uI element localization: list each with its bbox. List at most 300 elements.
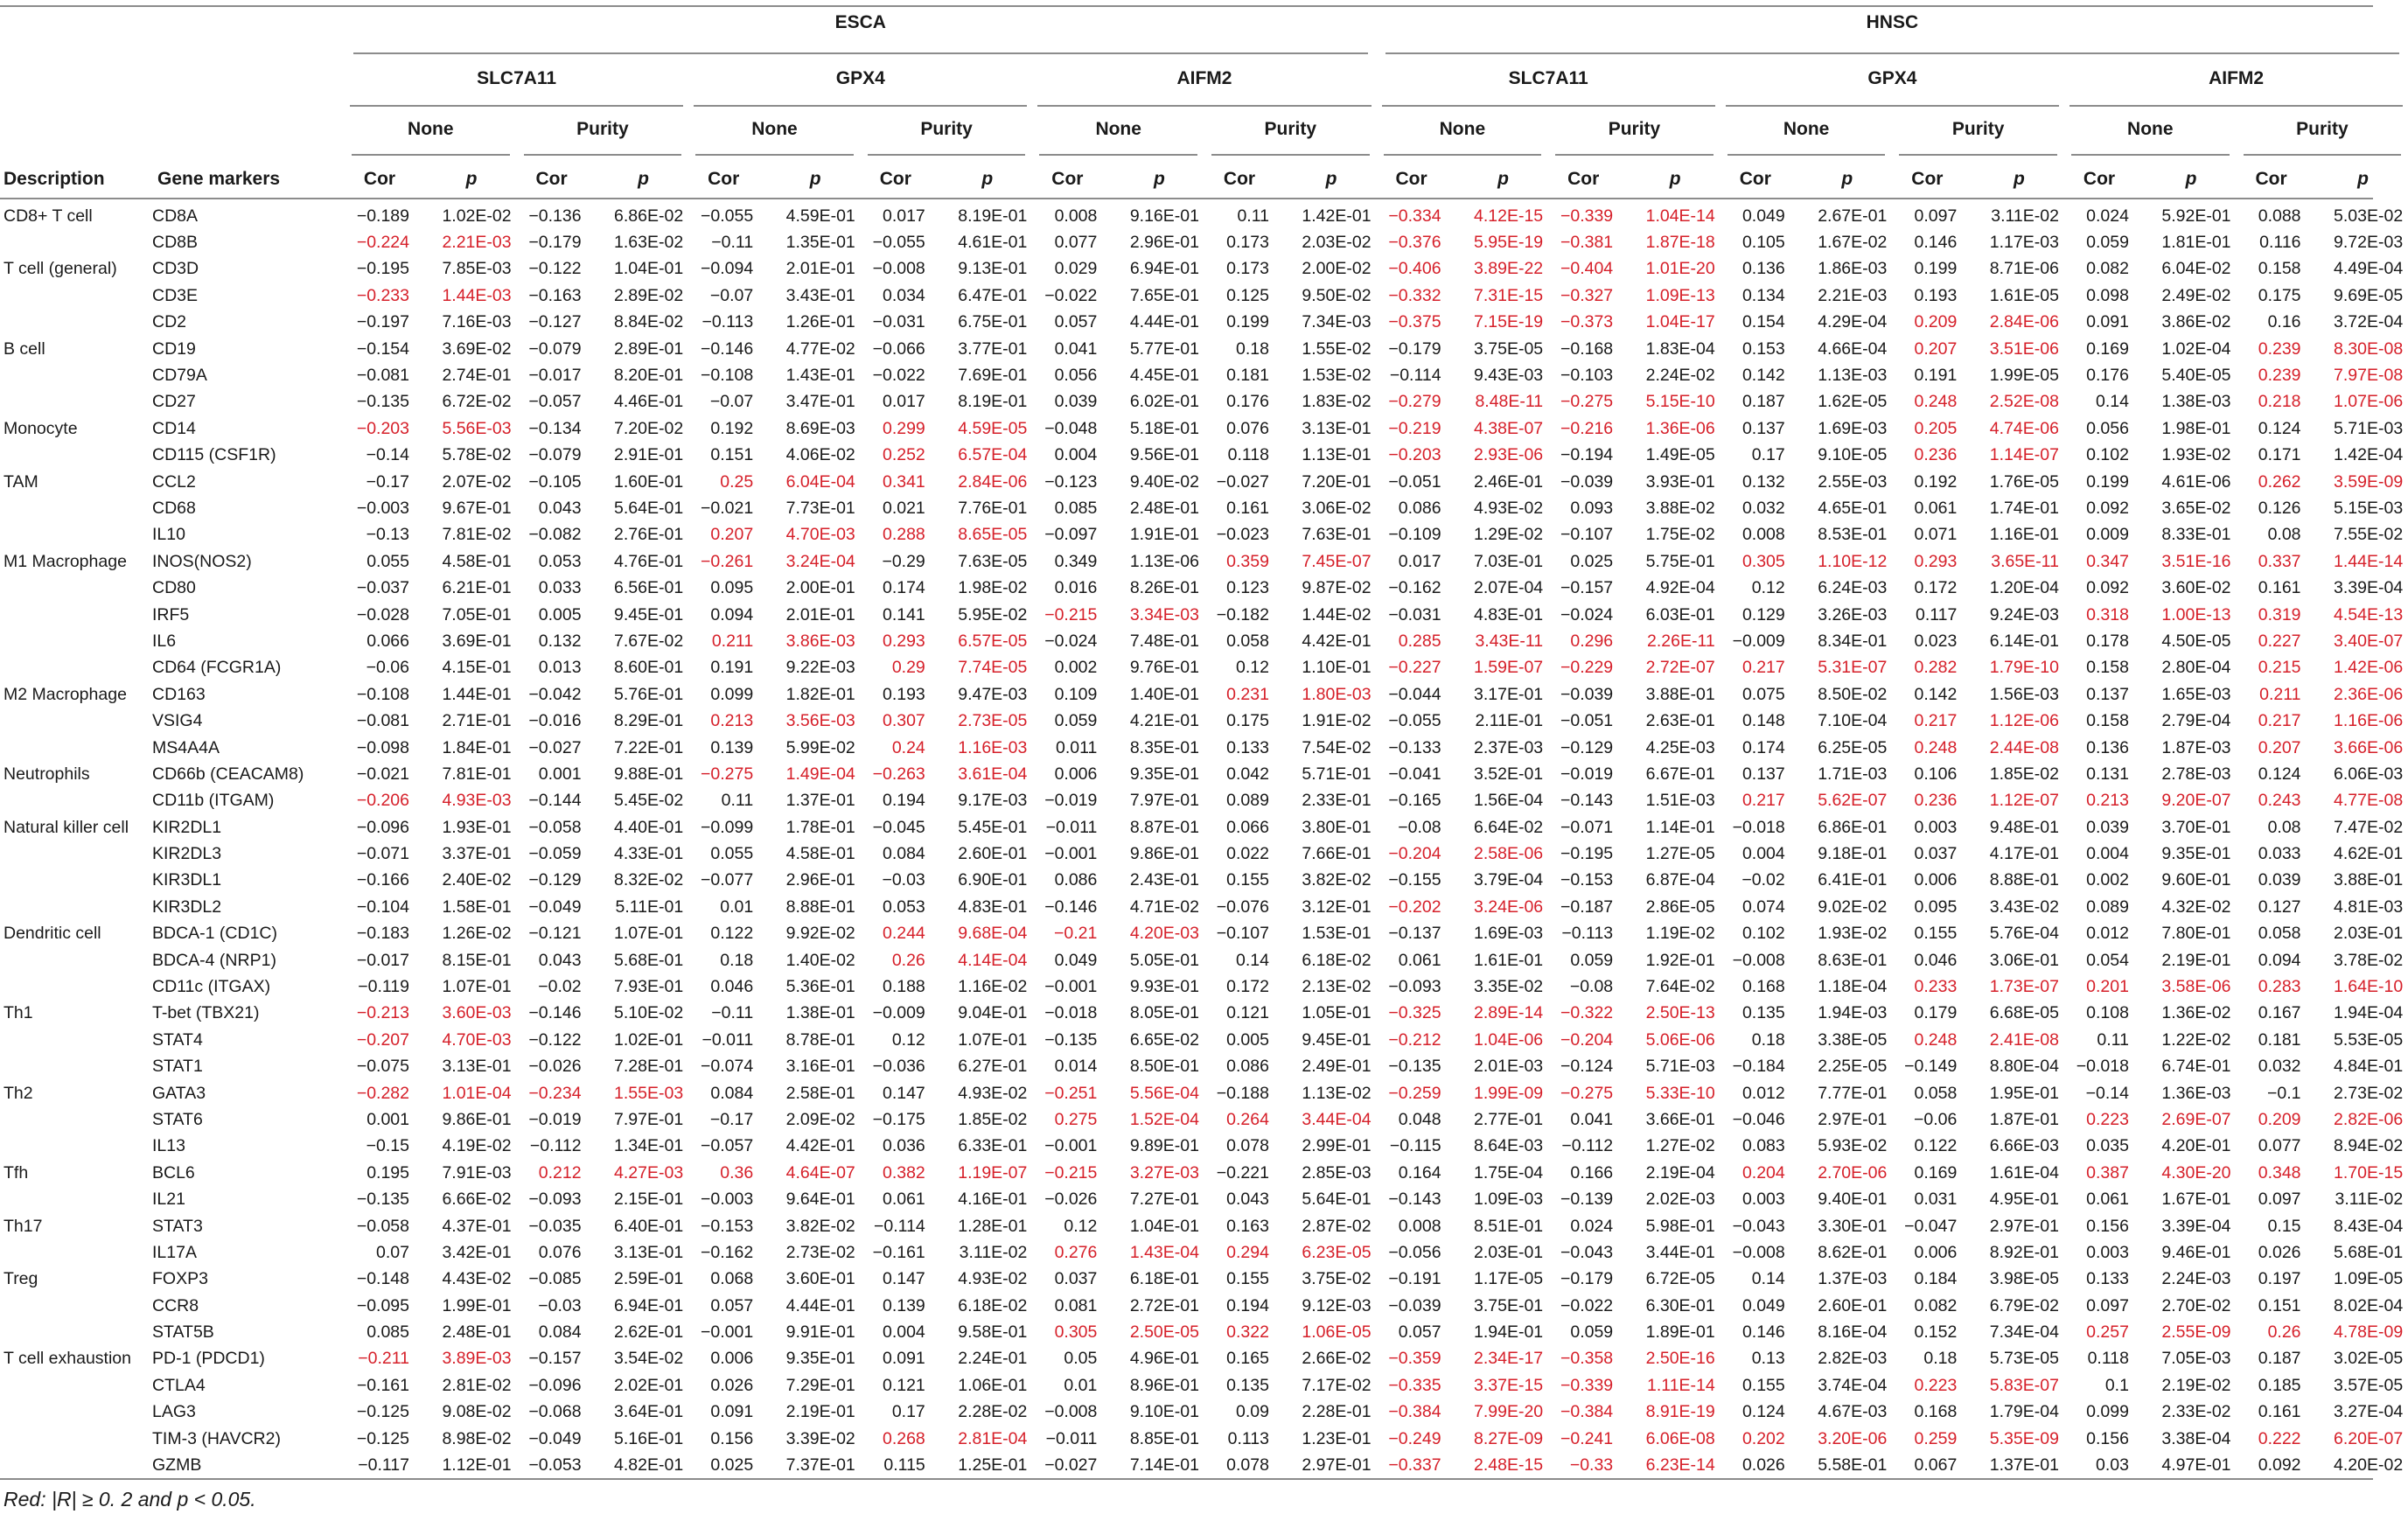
cell-cor: −0.112 [1561,1136,1614,1156]
cell-p-value: 3.75E-05 [1474,338,1544,359]
cell-cor: −0.081 [356,366,409,386]
cell-p-value: 3.12E-01 [1302,897,1372,917]
cell-p-value: 1.94E-01 [1474,1322,1544,1343]
cell-cor: 0.124 [1741,1402,1785,1422]
cell-cor: −0.337 [1388,1455,1441,1476]
cell-cor: 0.068 [710,1269,754,1289]
cell-p-value: 1.12E-06 [1989,711,2059,731]
cell-p-value: 2.44E-08 [1989,737,2059,757]
cell-cor: −0.127 [528,312,582,332]
cell-p-value: 9.10E-01 [1129,1402,1199,1422]
cell-p-value: 6.64E-02 [1474,817,1544,837]
cell-p-value: 9.35E-01 [785,1349,855,1369]
cell-p-value: 4.43E-02 [442,1269,512,1289]
cell-cor: −0.29 [882,551,925,571]
cell-p-value: 5.99E-02 [785,737,855,757]
cell-cor: 0.1 [2104,1375,2129,1395]
cell-cor: −0.154 [356,338,409,359]
cell-p-value: 2.81E-02 [442,1375,512,1395]
cell-cor: 0.078 [1226,1455,1269,1476]
cell-p-value: 3.38E-05 [1818,1029,1888,1050]
cell-cor: 0.199 [1226,312,1269,332]
cell-p-value: 8.60E-01 [614,658,684,678]
cell-cor: −0.157 [1560,578,1614,598]
cell-p-value: 1.37E-01 [1989,1455,2059,1476]
cell-description [0,1054,150,1080]
cell-p-value: 4.93E-02 [1474,498,1544,518]
cell-p-value: 1.61E-04 [1989,1162,2059,1183]
cell-p-value: 3.27E-03 [1129,1162,1199,1183]
table-row [0,1372,2408,1399]
cell-p-value: 3.47E-01 [785,392,855,412]
cell-p-value: 3.51E-16 [2161,551,2231,571]
cell-p-value: 1.99E-09 [1474,1083,1544,1103]
cell-gene-marker: CD68 [152,498,196,518]
cell-cor: 0.163 [1226,1216,1269,1236]
cell-p-value: 7.97E-01 [614,1109,684,1129]
cell-cor: 0.092 [2086,498,2129,518]
cell-p-value: 1.75E-02 [1645,525,1715,545]
cell-p-value: 1.27E-05 [1645,844,1715,864]
cell-cor: −0.044 [1388,684,1441,704]
cell-cor: −0.097 [1044,525,1098,545]
cell-cor: 0.207 [710,525,754,545]
cell-cor: −0.135 [1044,1029,1098,1050]
cell-description [0,735,150,761]
cell-p-value: 1.36E-06 [1645,418,1715,438]
cell-cor: −0.024 [1560,604,1614,624]
table-row [0,708,2408,734]
cell-cor: 0.017 [1398,551,1441,571]
cell-cor: 0.116 [2259,233,2301,253]
cell-p-value: 7.28E-01 [614,1057,684,1077]
cell-p-value: 7.45E-07 [1302,551,1372,571]
p-column-header: p [2185,169,2197,189]
cell-p-value: 2.02E-01 [614,1375,684,1395]
cell-p-value: 1.05E-01 [1302,1003,1372,1023]
cell-p-value: 5.68E-01 [614,950,684,970]
cell-cor: −0.026 [528,1057,582,1077]
cell-gene-marker: STAT4 [152,1029,203,1050]
cell-cor: −0.129 [528,870,582,890]
cell-p-value: 3.69E-02 [442,338,512,359]
cell-cor: −0.162 [701,1242,754,1262]
cell-cor: 0.176 [1226,392,1269,412]
cell-p-value: 7.85E-03 [442,259,512,279]
cell-cor: 0.105 [1741,233,1785,253]
cell-cor: −0.008 [1044,1402,1098,1422]
cell-p-value: 1.16E-02 [958,977,1028,997]
cell-description [0,495,150,521]
cancer-underline [1385,52,2400,54]
cell-p-value: 1.73E-07 [1989,977,2059,997]
gene-underline [1037,105,1371,107]
cell-cor: 0.209 [2258,1109,2301,1129]
cell-p-value: 1.92E-01 [1645,950,1715,970]
cell-cor: −0.241 [1560,1428,1614,1448]
cell-cor: 0.207 [2258,737,2301,757]
cell-cor: −0.202 [1388,897,1441,917]
cell-p-value: 3.77E-01 [958,338,1028,359]
cell-p-value: 4.38E-07 [1474,418,1544,438]
cell-description [0,947,150,973]
cell-p-value: 1.14E-07 [1989,445,2059,465]
cell-cor: 0.046 [1914,950,1958,970]
cell-cor: −0.153 [701,1216,754,1236]
cell-p-value: 2.49E-02 [2161,285,2231,305]
cell-description [0,443,150,469]
table-row [0,548,2408,575]
cell-p-value: 5.58E-01 [1818,1455,1888,1476]
cell-p-value: 3.02E-05 [2334,1349,2404,1369]
cell-cor: 0.121 [882,1375,925,1395]
cell-cor: 0.199 [1914,259,1958,279]
cell-cor: 0.003 [1741,1190,1785,1210]
cell-cor: 0.176 [2086,366,2129,386]
cell-cor: −0.066 [872,338,925,359]
cell-p-value: 1.07E-01 [442,977,512,997]
cell-p-value: 4.95E-01 [1989,1190,2059,1210]
cell-p-value: 3.82E-02 [1302,870,1372,890]
cell-gene-marker: IL6 [152,631,177,651]
cell-p-value: 1.85E-02 [958,1109,1028,1129]
cell-p-value: 8.63E-01 [1818,950,1888,970]
cell-cor: −0.212 [1388,1029,1441,1050]
cell-p-value: 1.04E-14 [1645,206,1715,226]
cell-p-value: 5.31E-07 [1818,658,1888,678]
cell-cor: 0.11 [2097,1029,2129,1050]
cell-p-value: 4.61E-06 [2161,471,2231,492]
cell-p-value: 5.95E-19 [1474,233,1544,253]
cell-p-value: 1.43E-04 [1129,1242,1199,1262]
cell-p-value: 4.81E-03 [2334,897,2404,917]
cell-description [0,655,150,681]
cell-gene-marker: KIR2DL1 [152,817,222,837]
cell-description: T cell exhaustion [3,1349,131,1369]
cell-cor: −0.008 [1732,1242,1785,1262]
cell-p-value: 3.20E-06 [1818,1428,1888,1448]
cell-cor: −0.179 [1560,1269,1614,1289]
cell-p-value: 3.37E-01 [442,844,512,864]
cell-cor: 0.006 [1054,764,1098,784]
table-row [0,1027,2408,1053]
cell-p-value: 1.07E-06 [2334,392,2404,412]
cell-p-value: 1.26E-01 [785,312,855,332]
cell-p-value: 6.06E-08 [1645,1428,1715,1448]
cell-p-value: 5.76E-01 [614,684,684,704]
cell-description [0,1106,150,1133]
cell-cor: 0.305 [1741,551,1785,571]
cell-p-value: 7.27E-01 [1129,1190,1199,1210]
cell-gene-marker: BCL6 [152,1162,195,1183]
table-row [0,681,2408,708]
cell-cor: 0.066 [366,631,409,651]
cell-p-value: 1.09E-05 [2334,1269,2404,1289]
cell-p-value: 6.72E-02 [442,392,512,412]
cell-p-value: 1.18E-04 [1818,977,1888,997]
cell-cor: 0.151 [2258,1295,2301,1315]
cell-p-value: 3.59E-09 [2334,471,2404,492]
cell-p-value: 7.67E-02 [614,631,684,651]
cell-p-value: 2.60E-01 [1818,1295,1888,1315]
cell-gene-marker: T-bet (TBX21) [152,1003,260,1023]
cell-gene-marker: KIR3DL1 [152,870,222,890]
cell-p-value: 8.71E-06 [1989,259,2059,279]
cell-p-value: 2.97E-01 [1989,1216,2059,1236]
cell-cor: 0.239 [2258,366,2301,386]
cell-cor: 0.191 [710,658,754,678]
adjustment-header: Purity [1951,119,2005,139]
cell-cor: 0.106 [1914,764,1958,784]
cell-cor: 0.165 [1226,1349,1269,1369]
cell-p-value: 3.40E-07 [2334,631,2404,651]
cell-cor: −0.216 [1560,418,1614,438]
cell-cor: −0.018 [2076,1057,2129,1077]
cell-p-value: 4.82E-01 [614,1455,684,1476]
cell-p-value: 7.97E-01 [1129,791,1199,811]
cell-cor: 0.097 [1914,206,1958,226]
cell-cor: −0.03 [882,870,925,890]
cell-p-value: 1.49E-05 [1645,445,1715,465]
cell-p-value: 3.38E-04 [2161,1428,2231,1448]
cell-p-value: 2.33E-02 [2161,1402,2231,1422]
cell-p-value: 2.37E-03 [1474,737,1544,757]
cell-cor: 0.061 [2086,1190,2129,1210]
cell-gene-marker: GATA3 [152,1083,206,1103]
cell-cor: −0.108 [356,684,409,704]
cell-p-value: 5.56E-04 [1129,1083,1199,1103]
cell-p-value: 4.17E-01 [1989,844,2059,864]
cell-p-value: 5.83E-07 [1989,1375,2059,1395]
cell-p-value: 1.02E-04 [2161,338,2231,359]
adjustment-header: Purity [1264,119,1317,139]
cell-cor: −0.146 [528,1003,582,1023]
cell-p-value: 4.70E-03 [442,1029,512,1050]
cell-gene-marker: GZMB [152,1455,202,1476]
cell-p-value: 9.56E-01 [1129,445,1199,465]
cell-p-value: 4.62E-01 [2334,844,2404,864]
cell-cor: 0.109 [1054,684,1098,704]
cell-cor: 0.341 [882,471,925,492]
cell-p-value: 1.06E-05 [1302,1322,1372,1343]
cell-p-value: 6.67E-01 [1645,764,1715,784]
cell-cor: 0.036 [882,1136,925,1156]
cell-cor: −0.039 [1388,1295,1441,1315]
cell-p-value: 5.64E-01 [1302,1190,1372,1210]
cell-p-value: 3.58E-06 [2161,977,2231,997]
cell-p-value: 1.76E-05 [1989,471,2059,492]
cell-cor: 0.059 [1570,950,1614,970]
cell-cor: 0.169 [1914,1162,1958,1183]
cell-p-value: 8.50E-01 [1129,1057,1199,1077]
adjustment-underline [352,154,510,156]
cell-cor: −0.282 [356,1083,409,1103]
cell-p-value: 2.66E-02 [1302,1349,1372,1369]
p-column-header: p [1325,169,1337,189]
cell-cor: 0.003 [1914,817,1958,837]
cell-cor: −0.203 [356,418,409,438]
cell-p-value: 2.73E-02 [785,1242,855,1262]
adjustment-underline [1899,154,2057,156]
cell-cor: −0.009 [872,1003,925,1023]
cell-p-value: 4.59E-05 [958,418,1028,438]
cell-cor: 0.14 [2095,392,2129,412]
cell-cor: 0.017 [882,206,925,226]
cell-cor: 0.387 [2086,1162,2129,1183]
cell-p-value: 2.25E-05 [1818,1057,1888,1077]
cell-p-value: 4.59E-01 [785,206,855,226]
cell-cor: −0.02 [538,977,582,997]
cell-cor: 0.008 [1398,1216,1441,1236]
cell-gene-marker: CD3E [152,285,199,305]
cell-cor: 0.161 [2258,1402,2301,1422]
cell-p-value: 2.48E-01 [1129,498,1199,518]
cell-cor: 0.207 [1914,338,1958,359]
cell-cor: 0.058 [2258,924,2301,944]
cell-cor: 0.209 [1914,312,1958,332]
cell-cor: 0.285 [1398,631,1441,651]
cell-cor: −0.08 [1569,977,1614,997]
cell-p-value: 7.81E-02 [442,525,512,545]
cell-p-value: 6.74E-01 [2161,1057,2231,1077]
cell-cor: 0.129 [1741,604,1785,624]
cell-p-value: 1.59E-07 [1474,658,1544,678]
cell-p-value: 6.23E-14 [1645,1455,1715,1476]
cell-p-value: 5.64E-01 [614,498,684,518]
cell-cor: 0.004 [1741,844,1785,864]
cell-cor: 0.056 [2086,418,2129,438]
cell-p-value: 7.37E-01 [785,1455,855,1476]
cell-p-value: 2.19E-01 [785,1402,855,1422]
cell-cor: −0.07 [709,285,754,305]
cell-cor: 0.141 [882,604,925,624]
cell-p-value: 6.21E-01 [442,578,512,598]
cell-p-value: 5.71E-03 [2334,418,2404,438]
gene-header: GPX4 [1867,68,1917,88]
cell-cor: −0.279 [1388,392,1441,412]
cell-p-value: 1.25E-01 [958,1455,1028,1476]
cell-p-value: 1.38E-03 [2161,392,2231,412]
cell-cor: 0.293 [882,631,925,651]
cell-p-value: 1.64E-10 [2334,977,2404,997]
table-row [0,921,2408,947]
cell-p-value: 2.19E-02 [2161,1375,2231,1395]
cell-cor: −0.124 [1560,1057,1614,1077]
cell-p-value: 8.98E-02 [442,1428,512,1448]
cell-cor: 0.158 [2258,259,2301,279]
cell-cor: 0.142 [1914,684,1958,704]
cell-p-value: 7.10E-04 [1818,711,1888,731]
cell-p-value: 1.19E-02 [1645,924,1715,944]
cell-cor: 0.043 [538,498,582,518]
adjustment-underline [868,154,1026,156]
cell-p-value: 9.10E-05 [1818,445,1888,465]
cell-p-value: 2.89E-01 [614,338,684,359]
cell-p-value: 3.11E-02 [2335,1190,2404,1210]
table-row [0,788,2408,814]
cell-p-value: 1.09E-13 [1645,285,1715,305]
cell-p-value: 5.33E-10 [1645,1083,1715,1103]
cell-p-value: 4.58E-01 [785,844,855,864]
cell-cor: 0.004 [1054,445,1098,465]
cell-p-value: 4.93E-02 [958,1269,1028,1289]
cell-cor: −0.056 [1388,1242,1441,1262]
cell-cor: 0.262 [2258,471,2301,492]
cell-p-value: 1.04E-06 [1474,1029,1544,1050]
cell-cor: 0.08 [2267,817,2301,837]
cell-p-value: 6.33E-01 [958,1136,1028,1156]
cell-cor: −0.135 [356,1190,409,1210]
cell-p-value: 4.45E-01 [1129,366,1199,386]
cell-p-value: 4.37E-01 [442,1216,512,1236]
cell-cor: −0.251 [1044,1083,1098,1103]
cell-cor: 0.012 [2086,924,2129,944]
cell-cor: 0.057 [710,1295,754,1315]
cell-cor: 0.05 [1064,1349,1098,1369]
cell-p-value: 1.13E-06 [1129,551,1199,571]
cell-p-value: 8.19E-01 [958,392,1028,412]
cell-p-value: 2.70E-06 [1818,1162,1888,1183]
top-rule [0,5,2373,7]
cell-p-value: 7.48E-01 [1129,631,1199,651]
cell-p-value: 7.34E-03 [1302,312,1372,332]
cell-cor: 0.233 [1914,977,1958,997]
adjustment-underline [1039,154,1197,156]
cell-p-value: 4.25E-03 [1645,737,1715,757]
cell-cor: 0.13 [1751,1349,1785,1369]
cell-cor: −0.213 [356,1003,409,1023]
cell-p-value: 9.88E-01 [614,764,684,784]
adjustment-underline [1384,154,1542,156]
cell-cor: 0.318 [2086,604,2129,624]
cell-p-value: 7.97E-08 [2334,366,2404,386]
cell-p-value: 1.69E-03 [1818,418,1888,438]
cell-description [0,894,150,920]
cell-cor: 0.122 [1914,1136,1958,1156]
cell-cor: 0.133 [1226,737,1269,757]
cell-p-value: 3.75E-01 [1474,1295,1544,1315]
cell-cor: 0.227 [2258,631,2301,651]
cell-p-value: 9.17E-03 [958,791,1028,811]
cell-cor: 0.179 [1914,1003,1958,1023]
cell-p-value: 5.16E-01 [614,1428,684,1448]
cell-cor: −0.161 [872,1242,925,1262]
cell-p-value: 2.28E-02 [958,1402,1028,1422]
cell-cor: −0.055 [872,233,925,253]
cell-p-value: 3.39E-04 [2161,1216,2231,1236]
gene-underline [694,105,1027,107]
cell-cor: 0.161 [2258,578,2301,598]
cell-cor: −0.028 [356,604,409,624]
cell-cor: 0.086 [1054,870,1098,890]
cell-p-value: 7.47E-02 [2334,817,2404,837]
cell-p-value: 2.89E-02 [614,285,684,305]
cell-p-value: 2.24E-01 [958,1349,1028,1369]
cell-p-value: 9.45E-01 [1302,1029,1372,1050]
cell-cor: −0.027 [528,737,582,757]
cell-cor: 0.076 [1226,418,1269,438]
cell-p-value: 1.26E-02 [442,924,512,944]
cell-cor: −0.263 [872,764,925,784]
cell-p-value: 1.27E-02 [1645,1136,1715,1156]
cell-cor: 0.193 [882,684,925,704]
cell-p-value: 5.40E-05 [2161,366,2231,386]
cell-p-value: 2.85E-03 [1302,1162,1372,1183]
cell-cor: 0.01 [720,897,754,917]
cor-column-header: Cor [879,169,911,189]
cell-p-value: 1.01E-04 [442,1083,512,1103]
cell-cor: 0.041 [1570,1109,1614,1129]
